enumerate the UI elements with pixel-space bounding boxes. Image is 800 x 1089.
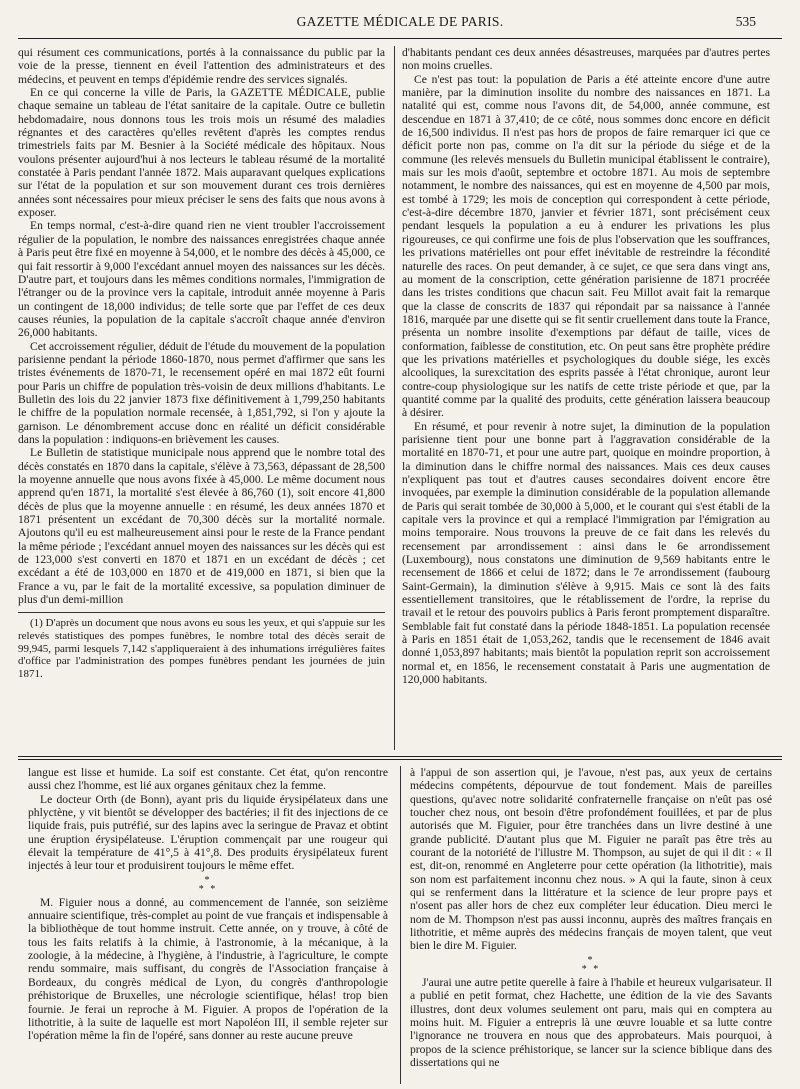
footnote-rule <box>18 612 385 613</box>
section-separator-stars: * * * <box>581 954 601 975</box>
section-rule <box>18 759 782 760</box>
paragraph: En temps normal, c'est-à-dire quand rien ne vient troubler l'accroissement régulier de la population, le nombre des naissances enregistrées chaque année à Paris peut être fixé en moyenne à 54,000, et le nombre des décès à 45,000, ce qui fait ressortir à 9,000 l'excédant annuel moyen des naissances sur les décès. D'autre part, et toujours dans les mêmes conditions normales, l'immigration de l'étranger ou de la province vers la capitale, introduit année moyenne à Paris un contingent de 18,000 individus; de telle sorte que par l'effet de ces deux causes réunies, la population de la capitale s'accroît chaque année d'environ 26,000 habitants. <box>18 219 385 340</box>
page-header <box>0 14 800 36</box>
page-number: 535 <box>735 14 756 29</box>
header-rule <box>18 38 782 39</box>
top-left-column <box>18 46 385 754</box>
column-divider <box>394 46 395 750</box>
column-divider <box>400 766 401 1084</box>
paragraph: Le docteur Orth (de Bonn), ayant pris du liquide érysipélateux dans une phlyctène, y vit bientôt se développer des bactéries; il fit des injections de ce liquide frais, puis putréfié, sur des lapins avec la seringue de Pravaz et obtint une éruption érysipélateuse. L'éruption commençait par une rougeur qui élevait la température de 41°,5 à 41°,8. Des produits érysipélateux furent injectés à leur tour et produisirent toujours le même effet. <box>28 792 388 873</box>
paragraph: J'aurai une autre petite querelle à faire à l'habile et heureux vulgarisateur. Il a publié en petit format, chez Hachette, une édition de la vie des Savants illustres, dont deux volumes seulement ont paru, mais qui en comptera au moins huit. M. Figuier a entrepris là une œuvre louable et sa lutte contre l'ignorance ne trouvera en nous que des approbateurs. Mais pourquoi, à propos de la science préhistorique, se lancer sur la science biblique dans des dissertations qui ne <box>410 975 772 1069</box>
top-right-column <box>402 46 770 754</box>
paragraph: d'habitants pendant ces deux années désastreuses, marquées par d'autres pertes non moins cruelles. <box>402 46 770 73</box>
paragraph: Le Bulletin de statistique municipale nous apprend que le nombre total des décès constatés en 1870 dans la capitale, s'élève à 73,563, dépassant de 28,500 la moyenne annuelle que nous avons fixée à 45,000. Le même document nous apprend qu'en 1871, la mortalité s'est élevée à 86,760 (1), soit encore 41,800 décès de plus que la moyenne annuelle : en résumé, les deux années 1870 et 1871 présentent un excédant de 70,300 décès sur la mortalité normale. Ajoutons qu'il eu est malheureusement ainsi pour le reste de la France pendant la même période ; l'excédant annuel moyen des naissances sur les décès qui est de 123,000 s'est converti en 1870 et 1871 en un excédant de décès ; cet excédant a été de 103,000 en 1870 et de 419,000 en 1871, si bien que la France a vu, par le fait de la mortalité excessive, sa population diminuer de plus d'un demi-million <box>18 446 385 607</box>
paragraph: En résumé, et pour revenir à notre sujet, la diminution de la population parisienne tient pour une bonne part à l'aggravation considérable de la mortalité en 1870-71, et pour une autre part, quoique en moindre proportion, à la diminution dans le chiffre normal des naissances. Mais ces deux causes n'expliquent pas tout et d'autres causes secondaires doivent encore être invoquées, par exemple la diminution considérable de la population allemande de Paris qui serait tombée de 30,000 à 5,000, et le courant qui s'est établi de la capitale vers la province et qui a remplacé l'immigration par l'émigration au moins temporaire. Nous trouvons la preuve de ce fait dans les relevés du recensement par arrondissement : ainsi dans le 6e arrondissement (Luxembourg), nous constatons une diminution de 9,569 habitants entre le recensement de 1866 et celui de 1872; dans le 7e arrondissement (faubourg Saint-Germain), la diminution s'élève à 9,915. Mais ce sont là des faits essentiellement transitoires, que le rétablissement de l'ordre, la reprise du travail et le retour des pouvoirs publics à Paris feront promptement disparaître. Semblable fait fut constaté dans la période 1848-1851. La population recensée à Paris en 1851 était de 1,053,262, tandis que le recensement de 1846 avait donné 1,053,897 habitants; mais bientôt la population reprit son accroissement normal et, en 1856, le recensement constatait à Paris une augmentation de 120,000 habitants. <box>402 419 770 687</box>
paragraph: En ce qui concerne la ville de Paris, la GAZETTE MÉDICALE, publie chaque semaine un tableau de l'état sanitaire de la capitale. Outre ce bulletin hebdomadaire, nous donnons tous les trois mois un résumé des maladies régnantes et des caractères qu'elles revêtent d'après les comptes rendus trimestriels faits par M. Besnier à la Société médicale des hôpitaux. Nous voulons présenter aujourd'hui à nos lecteurs le tableau résumé de la mortalité constatée à Paris pendant l'année 1872. Mais auparavant quelques explications sur l'état de la population et sur son mouvement durant ces trois dernières années sont nécessaires pour mieux préciser le sens des faits que nous avons à exposer. <box>18 86 385 220</box>
bottom-left-column <box>28 766 388 1084</box>
paragraph: Ce n'est pas tout: la population de Paris a été atteinte encore d'une autre manière, par la diminution insolite du nombre des naissances en 1871. La natalité qui est, comme nous l'avons dit, de 54,000, année commune, est descendue en 1871 à 37,410; de ce côté, nous sommes donc encore en déficit de 16,500 individus. Il n'est pas hors de propos de faire remarquer ici que ce déficit porte non pas, comme on l'a dit sur la période du siége et de la commune (les relevés mensuels du Bulletin municipal établissent le contraire), mais sur les mois d'août, septembre et octobre 1871. Au mois de septembre notamment, le nombre des naissances, qui est en moyenne de 4,500 par mois, est tombé à 1729; les mois de conception qui correspondent à cette période, c'est-à-dire décembre 1870, janvier et février 1871, sont précisément ceux pendant lesquels la population a eu à endurer les privations les plus rigoureuses, ce qui confirme une fois de plus l'observation que les souffrances, les privations matérielles ont pour effet inévitable de restreindre la fécondité naturelle des races. On peut demander, à ce sujet, ce que sera dans vingt ans, au moment de la conscription, cette génération parisienne de 1871 procréée dans les tristes conditions que chacun sait. Feu Millot avait fait la remarque que la classe de conscrits de 1837 qui répondait par sa naissance à l'année 1816, marquée par une disette qui se fit sentir cruellement dans toute la France, présenta un nombre insolite d'exemptions par défaut de taille, vices de conformation, faiblesse de constitution, etc. On peut sans être prophète prédire que les privations matérielles et psychologiques du double siége, les excès alcooliques, la surexcitation des esprits passée à l'état chronique, auront leur contre-coup physiologique sur les natifs de cette triste période et que, par la quantité comme par la qualité des produits, cette génération laissera beaucoup à désirer. <box>402 72 770 420</box>
footnote: (1) D'après un document que nous avons eu sous les yeux, et qui s'appuie sur les relevés statistiques des pompes funèbres, le nombre total des décès serait de 99,945, parmi lesquels 7,142 s'appliqueraient à des inhumations irrégulières faites d'office par l'administration des pompes funèbres pendant les journées de juin 1871. <box>18 617 385 680</box>
running-title: GAZETTE MÉDICALE DE PARIS. <box>296 14 504 29</box>
paragraph: M. Figuier nous a donné, au commencement de l'année, son seizième annuaire scientifique, très-complet au point de vue français et indispensable à la bibliothèque de tout homme instruit. Cette année, on y trouve, à côté de tous les faits relatifs à la chimie, à l'astronomie, à la mécanique, à la zoologie, à la médecine, à l'hygiène, à l'industrie, à l'agriculture, le compte rendu sommaire, mais suffisant, du congrès de l'Association française à Bordeaux, du congrès médical de Lyon, du congrès d'anthropologie préhistorique de Bruxelles, une nécrologie scientifique, hélas! trop bien fournie. Je ferai un reproche à M. Figuier. A propos de l'opération de la lithotritie, à la suite de laquelle est mort Napoléon III, il semble rejeter sur l'opération même la fin de l'opéré, sans donner au reste aucune preuve <box>28 895 388 1043</box>
section-separator-stars: * * * <box>198 874 218 895</box>
section-rule <box>18 756 782 757</box>
paragraph: à l'appui de son assertion qui, je l'avoue, n'est pas, aux yeux de certains médecins compétents, dépourvue de tout fondement. Mais de pareilles questions, qu'avec notre solidarité confraternelle française on n'eût pas osé toucher chez nous, ont besoin d'être profondément fouillées, et par de plus autorisés que M. Figuier, pour être tranchées dans un livre destiné à une grande publicité. D'autant plus que M. Figuier ne paraît pas être très au courant de la notoriété de l'illustre M. Thompson, au sujet de qui il dit : « Il est, dit-on, renommé en Angleterre pour cette opération (la lithotritie), mais son nom est parfaitement inconnu chez nous. » A qui la faute, sinon à ceux qui se renferment dans la littérature et la science de leur propre pays et n'osent pas aller hors de chez eux compléter leur éducation. Dieu merci le nom de M. Thompson n'est pas aussi inconnu, auprès des maîtres français en lithotritie, et même auprès des médecins français de moyen talent, que veut bien le dire M. Figuier. <box>410 766 772 953</box>
bottom-right-column <box>410 766 772 1084</box>
paragraph: qui résument ces communications, portés à la connaissance du public par la voie de la presse, tiennent en éveil l'attention des administrateurs et des médecins, et peuvent en temps d'épidémie rendre des services signalés. <box>18 46 385 86</box>
paragraph: langue est lisse et humide. La soif est constante. Cet état, qu'on rencontre aussi chez l'homme, est lié aux organes génitaux chez la femme. <box>28 766 388 793</box>
paragraph: Cet accroissement régulier, déduit de l'étude du mouvement de la population parisienne pendant la période 1860-1870, nous permet d'affirmer que sans les tristes événements de 1870-71, le recensement opéré en mai 1872 eût fourni pour Paris un chiffre de population très-voisin de deux millions d'habitants. Le Bulletin des lois du 22 janvier 1873 fixe définitivement à 1,799,250 habitants le chiffre de la population normale recensée, à 1,851,792, si l'on y ajoute la garnison. Le dénombrement accuse donc en réalité un déficit considérable dans la population : indiquons-en brièvement les causes. <box>18 339 385 446</box>
